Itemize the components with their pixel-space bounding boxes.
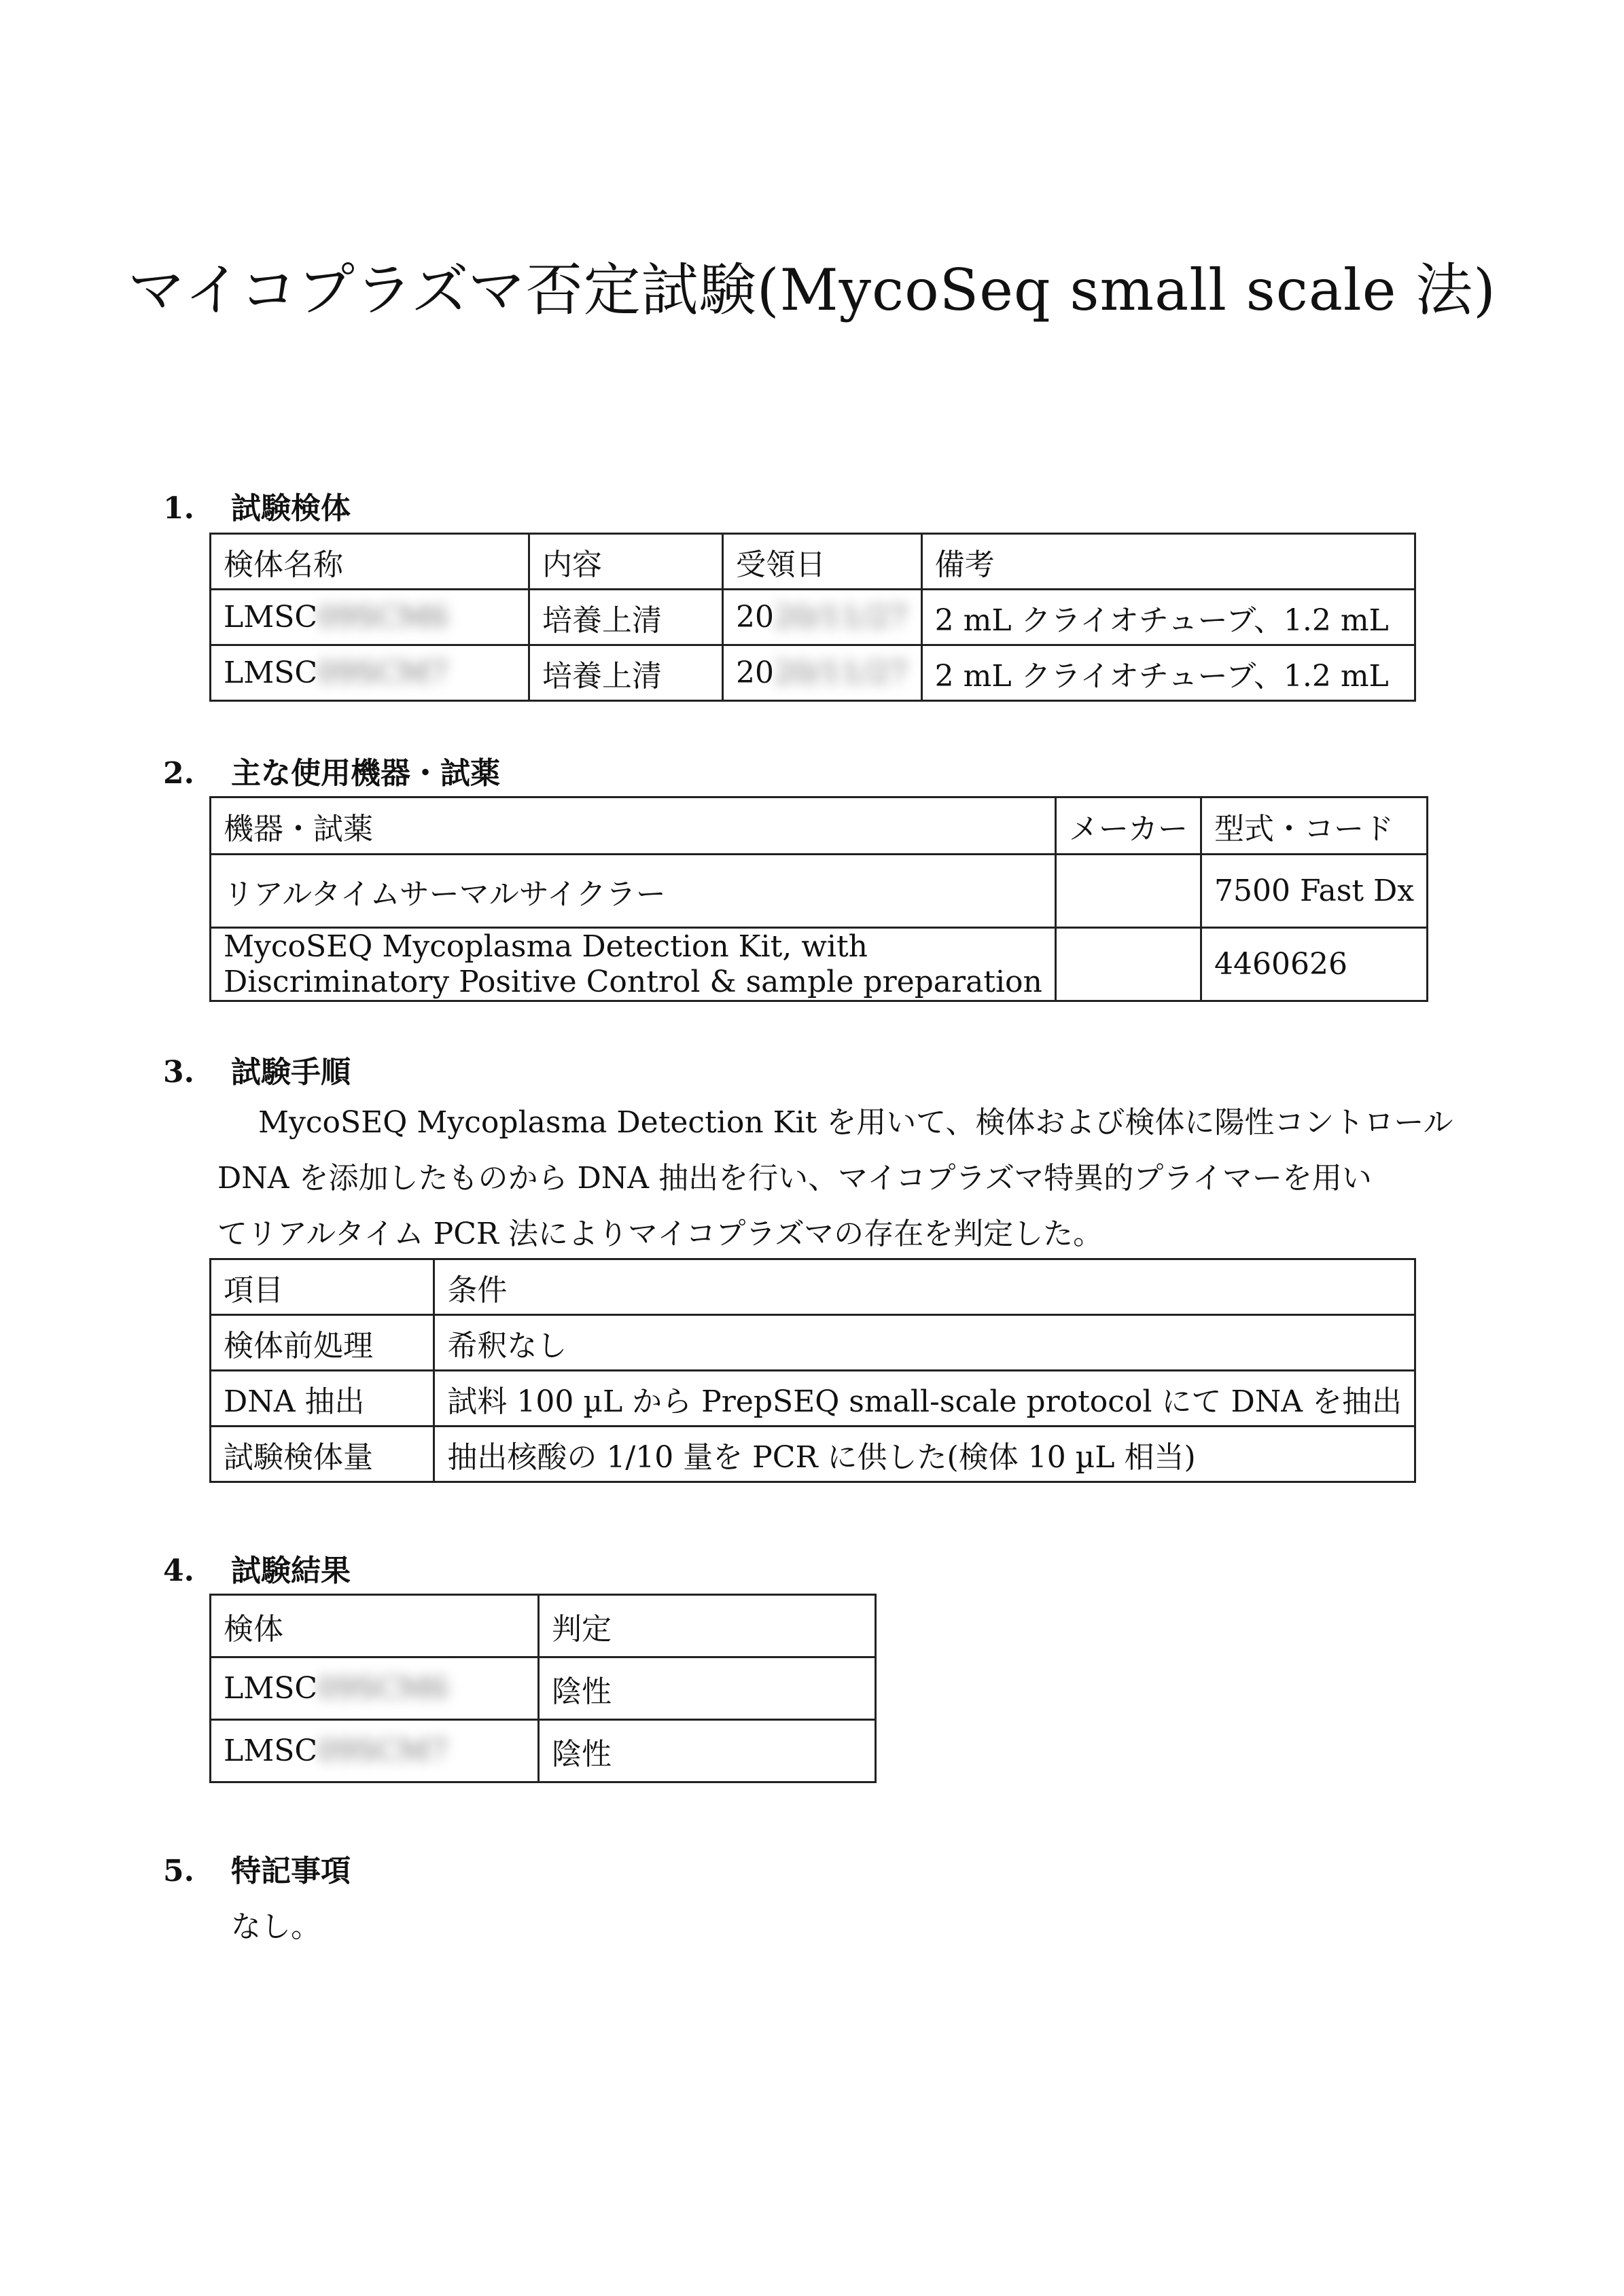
table-row xyxy=(211,855,1428,928)
specimen-name-cell xyxy=(211,645,529,701)
section-number: 2. xyxy=(163,756,194,791)
item-cell xyxy=(211,928,1056,1001)
section-number: 5. xyxy=(163,1854,194,1888)
condition-cell: 試料 100 µL から PrepSEQ small-scale protocol にて DNA を抽出 xyxy=(434,1371,1415,1427)
section-title: 特記事項 xyxy=(231,1854,351,1888)
specimen-name: LMSC xyxy=(224,600,318,634)
specimen-name-cell xyxy=(211,590,529,645)
date-cell xyxy=(723,645,922,701)
date-prefix: 20 xyxy=(736,600,774,634)
code-cell: 7500 Fast Dx xyxy=(1201,855,1428,928)
header-cell: 項目 xyxy=(211,1259,434,1315)
table-row xyxy=(211,1657,876,1720)
header-cell: メーカー xyxy=(1055,797,1201,855)
section-number: 1. xyxy=(163,491,194,526)
table-header-row xyxy=(211,797,1428,855)
table-row xyxy=(211,1427,1415,1482)
table-row xyxy=(211,645,1415,701)
table-row xyxy=(211,590,1415,645)
table-header-row xyxy=(211,1595,876,1657)
condition-cell: 希釈なし xyxy=(434,1315,1415,1371)
content-cell: 培養上清 xyxy=(529,590,723,645)
redacted-text: 09SCM7 xyxy=(317,1734,448,1768)
section-4-heading xyxy=(163,1546,351,1590)
item-line: Discriminatory Positive Control & sample preparation xyxy=(224,964,1042,999)
item-cell: 試験検体量 xyxy=(211,1427,434,1482)
specimen-name: LMSC xyxy=(224,1734,318,1768)
procedure-text xyxy=(217,1095,1468,1262)
specimen-name-cell xyxy=(211,1720,539,1782)
date-cell xyxy=(723,590,922,645)
equipment-table xyxy=(209,796,1428,1002)
procedure-line: MycoSEQ Mycoplasma Detection Kit を用いて、検体および検体に陽性コントロール xyxy=(258,1105,1453,1140)
conditions-table xyxy=(209,1258,1416,1483)
section-title: 試験結果 xyxy=(231,1554,351,1588)
redacted-text: 09SCM6 xyxy=(317,600,448,634)
notes-text: なし。 xyxy=(231,1909,321,1944)
maker-cell xyxy=(1055,855,1201,928)
page-title: マイコプラズマ否定試験(MycoSeq small scale 法) xyxy=(128,257,1496,323)
remarks-cell: 2 mL クライオチューブ、1.2 mL xyxy=(921,645,1415,701)
header-cell: 検体 xyxy=(211,1595,539,1657)
header-cell: 備考 xyxy=(921,534,1415,590)
maker-cell xyxy=(1055,928,1201,1001)
specimens-table xyxy=(209,533,1416,702)
procedure-line: てリアルタイム PCR 法によりマイコプラズマの存在を判定した。 xyxy=(217,1217,1104,1251)
content-cell: 培養上清 xyxy=(529,645,723,701)
item-cell: 検体前処理 xyxy=(211,1315,434,1371)
header-cell: 内容 xyxy=(529,534,723,590)
date-prefix: 20 xyxy=(736,656,774,690)
specimen-name-cell xyxy=(211,1657,539,1720)
code-cell: 4460626 xyxy=(1201,928,1428,1001)
section-1-heading xyxy=(163,484,351,527)
section-title: 主な使用機器・試薬 xyxy=(231,756,500,791)
remarks-cell: 2 mL クライオチューブ、1.2 mL xyxy=(921,590,1415,645)
redacted-text: 20/11/27 xyxy=(774,656,908,690)
section-5-heading xyxy=(163,1846,351,1890)
section-title: 試験検体 xyxy=(231,491,351,526)
header-cell: 受領日 xyxy=(723,534,922,590)
condition-cell: 抽出核酸の 1/10 量を PCR に供した(検体 10 µL 相当) xyxy=(434,1427,1415,1482)
table-header-row xyxy=(211,1259,1415,1315)
header-cell: 機器・試薬 xyxy=(211,797,1056,855)
section-2-heading xyxy=(163,749,500,792)
result-cell: 陰性 xyxy=(539,1657,876,1720)
redacted-text: 09SCM6 xyxy=(317,1671,448,1706)
table-header-row xyxy=(211,534,1415,590)
section-number: 3. xyxy=(163,1055,194,1090)
item-line: MycoSEQ Mycoplasma Detection Kit, with xyxy=(224,929,868,964)
specimen-name: LMSC xyxy=(224,656,318,690)
table-row xyxy=(211,1315,1415,1371)
header-cell: 検体名称 xyxy=(211,534,529,590)
redacted-text: 20/11/27 xyxy=(774,600,908,634)
specimen-name: LMSC xyxy=(224,1671,318,1706)
result-cell: 陰性 xyxy=(539,1720,876,1782)
procedure-line: DNA を添加したものから DNA 抽出を行い、マイコプラズマ特異的プライマーを用い xyxy=(217,1161,1372,1196)
section-number: 4. xyxy=(163,1554,194,1588)
results-table xyxy=(209,1594,877,1783)
header-cell: 条件 xyxy=(434,1259,1415,1315)
item-cell: リアルタイムサーマルサイクラー xyxy=(211,855,1056,928)
table-row xyxy=(211,1371,1415,1427)
header-cell: 判定 xyxy=(539,1595,876,1657)
table-row xyxy=(211,1720,876,1782)
item-cell: DNA 抽出 xyxy=(211,1371,434,1427)
redacted-text: 09SCM7 xyxy=(317,656,448,690)
table-row xyxy=(211,928,1428,1001)
section-title: 試験手順 xyxy=(231,1055,351,1090)
section-3-heading xyxy=(163,1047,351,1091)
header-cell: 型式・コード xyxy=(1201,797,1428,855)
